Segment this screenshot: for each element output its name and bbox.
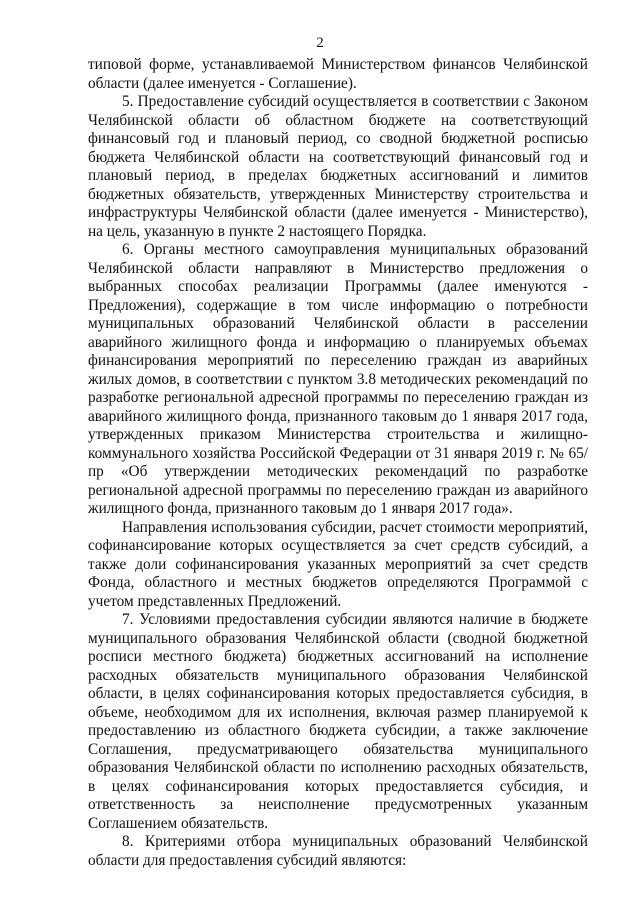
paragraph-continuation: типовой форме, устанавливаемой Министерством финансов Челябинской области (далее именуется - Соглашение). bbox=[88, 56, 588, 92]
paragraph-item-6: 6. Органы местного самоуправления муниципальных образований Челябинской области направляют в Министерство предложения о выбранных способах реализации Программы (далее именуются - Предложения), содержащие в том числе информацию о потребности муниципальных образований Челябинской области в расселении аварийного жилищного фонда и информацию о планируемых объемах финансирования мероприятий по переселению граждан из аварийных жилых домов, в соответствии с пунктом 3.8 методических рекомендаций по разработке региональной адресной программы по переселению граждан из аварийного жилищного фонда, признанного таковым до 1 января 2017 года, утвержденных приказом Министерства строительства и жилищно-коммунального хозяйства Российской Федерации от 31 января 2019 г. № 65/пр «Об утверждении методических рекомендаций по разработке региональной адресной программы по переселению граждан из аварийного жилищного фонда, признанного таковым до 1 января 2017 года». bbox=[88, 241, 588, 517]
paragraph-item-8: 8. Критериями отбора муниципальных образований Челябинской области для предоставления субсидий являются: bbox=[88, 833, 588, 869]
document-body bbox=[88, 56, 588, 870]
page-number: 2 bbox=[316, 35, 324, 51]
paragraph-item-5: 5. Предоставление субсидий осуществляется в соответствии с Законом Челябинской области об областном бюджете на соответствующий финансовый год и плановый период, со сводной бюджетной росписью бюджета Челябинской области на соответствующий финансовый год и плановый период, в пределах бюджетных ассигнований и лимитов бюджетных обязательств, утвержденных Министерству строительства и инфраструктуры Челябинской области (далее именуется - Министерство), на цель, указанную в пункте 2 настоящего Порядка. bbox=[88, 93, 588, 240]
paragraph-item-7: 7. Условиями предоставления субсидии являются наличие в бюджете муниципального образования Челябинской области (сводной бюджетной росписи местного бюджета) бюджетных ассигнований на исполнение расходных обязательств муниципального образования Челябинской области, в целях софинансирования которых предоставляется субсидия, в объеме, необходимом для их исполнения, включая размер планируемой к предоставлению из областного бюджета субсидии, а также заключение Соглашения, предусматривающего обязательства муниципального образования Челябинской области по исполнению расходных обязательств, в целях софинансирования которых предоставляется субсидия, и ответственность за неисполнение предусмотренных указанным Соглашением обязательств. bbox=[88, 611, 588, 832]
paragraph-subsidy-directions: Направления использования субсидии, расчет стоимости мероприятий, софинансирование которых осуществляется за счет средств субсидий, а также доли софинансирования указанных мероприятий за счет средств Фонда, областного и местных бюджетов определяются Программой с учетом представленных Предложений. bbox=[88, 518, 588, 610]
